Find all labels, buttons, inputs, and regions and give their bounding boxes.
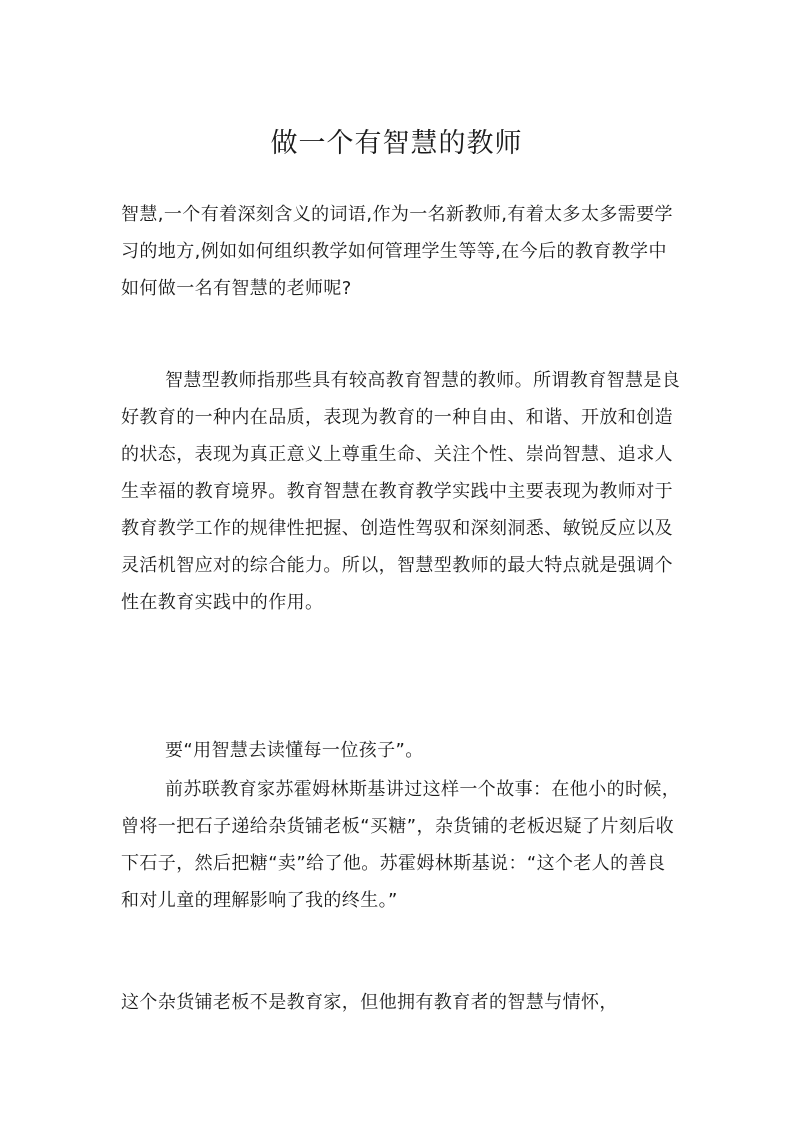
quote-paragraph: 要“用智慧去读懂每一位孩子”。 (165, 740, 424, 761)
story-paragraph: 前苏联教育家苏霍姆林斯基讲过这样一个故事：在他小的时候，曾将一把石子递给杂货铺老板“买糖”，杂货铺的老板迟疑了片刻后收下石子，然后把糖“卖”给了他。苏霍姆林斯基说：“这个老人的善良和对儿童的理解影响了我的终生。” (121, 779, 681, 911)
document-title: 做一个有智慧的教师 (270, 128, 523, 159)
intro-paragraph: 智慧,一个有着深刻含义的词语,作为一名新教师,有着太多太多需要学习的地方,例如如何组织教学如何管理学生等等,在今后的教育教学中如何做一名有智慧的老师呢? (121, 204, 673, 299)
definition-paragraph: 智慧型教师指那些具有较高教育智慧的教师。所谓教育智慧是良好教育的一种内在品质，表现为教育的一种自由、和谐、开放和创造的状态，表现为真正意义上尊重生命、关注个性、崇尚智慧、追求人生幸福的教育境界。教育智慧在教育教学实践中主要表现为教师对于教育教学工作的规律性把握、创造性驾驭和深刻洞悉、敏锐反应以及灵活机智应对的综合能力。所以，智慧型教师的最大特点就是强调个性在教育实践中的作用。 (121, 370, 681, 613)
closing-paragraph: 这个杂货铺老板不是教育家，但他拥有教育者的智慧与情怀， (121, 992, 618, 1013)
